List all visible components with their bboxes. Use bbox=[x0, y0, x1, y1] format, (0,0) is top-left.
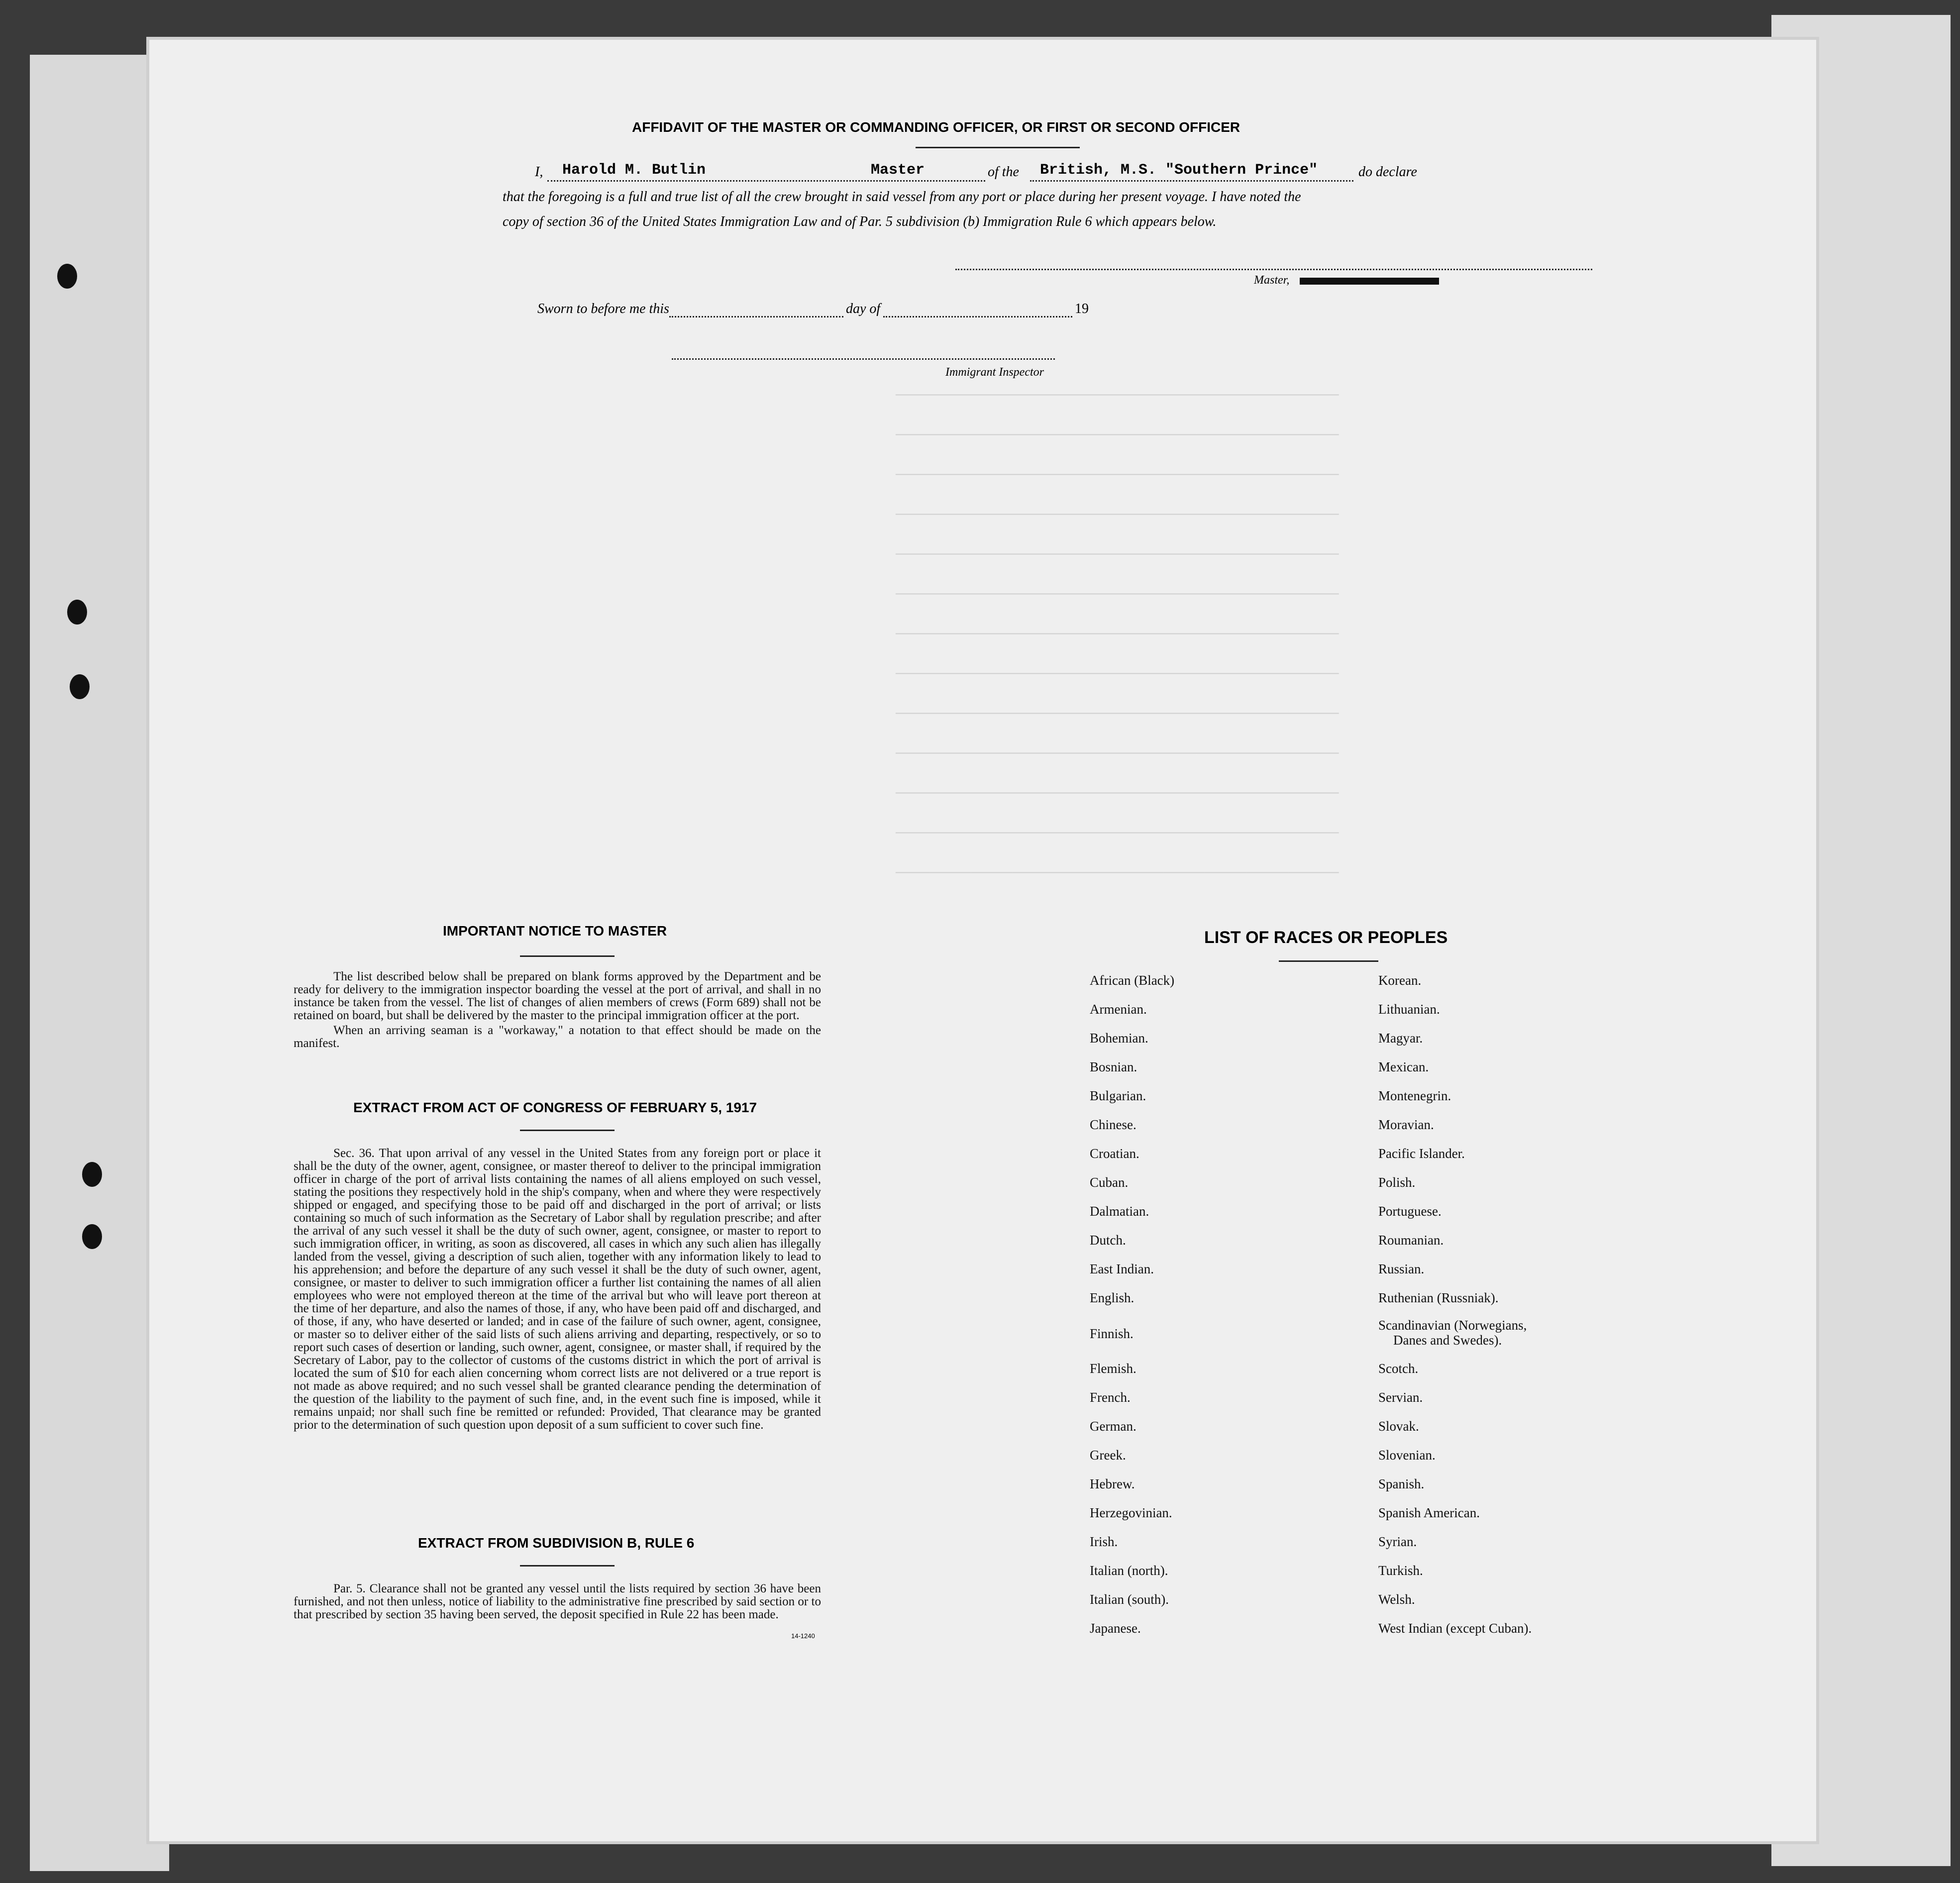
notice-paragraph-1: The list described below shall be prepared on blank forms approved by the Department and be ready for delivery to the immigration inspector boarding the vessel at the port of arrival, and shall in no instance be taken from the vessel. The list of changes of alien members of crews (Form 689) shall not be retained on board, but shall be delivered by the master to the principal immigration officer at the port. bbox=[294, 970, 821, 1022]
inspector-signature-line bbox=[672, 358, 1055, 360]
race-left-item: Croatian. bbox=[1090, 1146, 1139, 1161]
master-signature-label: Master, bbox=[1254, 274, 1290, 287]
affidavit-line-2: that the foregoing is a full and true list of all the crew brought in said vessel from any port or place during her present voyage. I have noted the bbox=[503, 189, 1301, 205]
day-of-label: day of bbox=[846, 301, 881, 316]
race-left-item: Bosnian. bbox=[1090, 1059, 1137, 1074]
rule-par-5-text: Par. 5. Clearance shall not be granted any vessel until the lists required by section 36 have been furnished, and not then unless, notice of liability to the administrative fine prescribed by said section or to that prescribed by section 35 having been served, the deposit specified in Rule 22 has been made. bbox=[294, 1582, 821, 1621]
race-left-item: Chinese. bbox=[1090, 1117, 1136, 1132]
notice-paragraph-2: When an arriving seaman is a "workaway," a notation to that effect should be made on the manifest. bbox=[294, 1024, 821, 1050]
punch-hole bbox=[82, 1162, 102, 1187]
inspector-label: Immigrant Inspector bbox=[945, 366, 1044, 379]
race-left-item: Bulgarian. bbox=[1090, 1088, 1146, 1103]
race-right-item: Pacific Islander. bbox=[1378, 1146, 1465, 1161]
bleed-through-row: ───────────────────────────────────────────────────── bbox=[896, 468, 1339, 483]
race-right-item: Montenegrin. bbox=[1378, 1088, 1451, 1103]
race-right-item: Syrian. bbox=[1378, 1534, 1417, 1549]
bleed-through-row: ───────────────────────────────────────────────────── bbox=[896, 707, 1339, 722]
affidavit-i: I, bbox=[535, 164, 543, 180]
name-fill-line bbox=[547, 180, 985, 182]
race-left-item: Dalmatian. bbox=[1090, 1204, 1149, 1219]
race-left-item: Greek. bbox=[1090, 1448, 1126, 1463]
bleed-through-row: ───────────────────────────────────────────────────── bbox=[896, 388, 1339, 404]
do-declare-label: do declare bbox=[1358, 164, 1417, 180]
race-right-item: Moravian. bbox=[1378, 1117, 1434, 1132]
punch-hole bbox=[70, 674, 90, 699]
race-right-item: West Indian (except Cuban). bbox=[1378, 1621, 1532, 1636]
punch-hole bbox=[67, 600, 87, 625]
rule-rule bbox=[520, 1565, 615, 1567]
races-heading: LIST OF RACES OR PEOPLES bbox=[1204, 928, 1448, 947]
year-label: 19 bbox=[1075, 301, 1089, 316]
of-the-label: of the bbox=[988, 164, 1019, 180]
bleed-through-row: ───────────────────────────────────────────────────── bbox=[896, 826, 1339, 841]
race-right-item: Danes and Swedes). bbox=[1393, 1333, 1502, 1348]
race-left-item: African (Black) bbox=[1090, 973, 1175, 988]
sworn-day-line bbox=[669, 316, 843, 317]
manifest-page bbox=[149, 40, 1816, 1841]
race-right-item: Servian. bbox=[1378, 1390, 1423, 1405]
act-rule bbox=[520, 1130, 615, 1131]
form-number: 14-1240 bbox=[791, 1632, 815, 1640]
heading-rule bbox=[916, 147, 1080, 148]
race-left-item: German. bbox=[1090, 1419, 1136, 1434]
race-right-item: Turkish. bbox=[1378, 1563, 1423, 1578]
race-left-item: Dutch. bbox=[1090, 1233, 1126, 1248]
bleed-through-row: ───────────────────────────────────────────────────── bbox=[896, 627, 1339, 642]
race-left-item: Irish. bbox=[1090, 1534, 1118, 1549]
notice-heading: IMPORTANT NOTICE TO MASTER bbox=[443, 923, 667, 939]
sworn-month-line bbox=[883, 316, 1072, 317]
races-rule bbox=[1279, 960, 1378, 962]
bleed-through-row: ───────────────────────────────────────────────────── bbox=[896, 866, 1339, 881]
act-heading: EXTRACT FROM ACT OF CONGRESS OF FEBRUARY 5, 1917 bbox=[353, 1100, 757, 1115]
race-left-item: Italian (south). bbox=[1090, 1592, 1169, 1607]
race-right-item: Welsh. bbox=[1378, 1592, 1415, 1607]
race-right-item: Roumanian. bbox=[1378, 1233, 1444, 1248]
race-left-item: Italian (north). bbox=[1090, 1563, 1168, 1578]
act-section-36-text: Sec. 36. That upon arrival of any vessel in the United States from any foreign port or place it shall be the duty of the owner, agent, consignee, or master thereof to deliver to the principal immigration officer in charge of the port of arrival lists containing the names of all aliens employed on such vessel, stating the positions they respectively hold in the ship's company, when and where they were respectively shipped or engaged, and specifying those to be paid off and discharged in the port of arrival; or lists containing so much of such information as the Secretary of Labor shall by regulation prescribe; and after the arrival of any such vessel it shall be the duty of such owner, agent, consignee, or master to report to such immigration officer, in writing, as soon as discovered, all cases in which any such alien has illegally landed from the vessel, giving a description of such alien, together with any information likely to lead to his apprehension; and before the departure of any such vessel it shall be the duty of such owner, agent, consignee, or master to deliver to such immigration officer a further list containing the names of all alien employees who were not employed thereon at the time of the arrival but who will leave port thereon at the time of her departure, and also the names of those, if any, who have been paid off and discharged, and of those, if any, who have deserted or landed; and in case of the failure of such owner, agent, consignee, or master so to deliver either of the said lists of such aliens arriving and departing, respectively, or so to report such cases of desertion or landing, such owner, agent, consignee, or master shall, if required by the Secretary of Labor, pay to the collector of customs of the customs district in which the port of arrival is located the sum of $10 for each alien concerning whom correct lists are not delivered or a true report is not made as above required; and no such vessel shall be granted clearance pending the determination of the question of the liability to the payment of such fine, and, in the event such fine is imposed, while it remains unpaid; nor shall such fine be remitted or refunded: Provided, That clearance may be granted prior to the determination of such question upon deposit of a sum sufficient to cover such fine. bbox=[294, 1147, 821, 1432]
race-left-item: Finnish. bbox=[1090, 1326, 1134, 1341]
struck-out-title bbox=[1300, 278, 1439, 285]
punch-hole bbox=[82, 1224, 102, 1249]
bleed-through-row: ───────────────────────────────────────────────────── bbox=[896, 547, 1339, 563]
bleed-through-row: ───────────────────────────────────────────────────── bbox=[896, 587, 1339, 603]
race-left-item: Hebrew. bbox=[1090, 1476, 1135, 1491]
race-right-item: Russian. bbox=[1378, 1261, 1425, 1276]
bleed-through-row: ───────────────────────────────────────────────────── bbox=[896, 746, 1339, 762]
race-right-item: Scotch. bbox=[1378, 1361, 1419, 1376]
race-left-item: Flemish. bbox=[1090, 1361, 1136, 1376]
bleed-through-row: ───────────────────────────────────────────────────── bbox=[896, 508, 1339, 523]
race-right-item: Spanish American. bbox=[1378, 1505, 1480, 1520]
vessel-fill-line bbox=[1030, 180, 1353, 182]
notice-rule bbox=[520, 955, 615, 957]
race-right-item: Magyar. bbox=[1378, 1031, 1423, 1046]
signature-line bbox=[955, 269, 1592, 270]
race-right-item: Korean. bbox=[1378, 973, 1422, 988]
race-right-item: Mexican. bbox=[1378, 1059, 1429, 1074]
race-left-item: Cuban. bbox=[1090, 1175, 1129, 1190]
race-left-item: Bohemian. bbox=[1090, 1031, 1148, 1046]
underlying-page-left bbox=[30, 55, 169, 1871]
race-left-item: Armenian. bbox=[1090, 1002, 1147, 1017]
bleed-through-row: ───────────────────────────────────────────────────── bbox=[896, 786, 1339, 802]
punch-hole bbox=[57, 264, 77, 289]
race-right-item: Slovenian. bbox=[1378, 1448, 1436, 1463]
race-right-item: Portuguese. bbox=[1378, 1204, 1442, 1219]
race-right-item: Ruthenian (Russniak). bbox=[1378, 1290, 1499, 1305]
rule-heading: EXTRACT FROM SUBDIVISION B, RULE 6 bbox=[418, 1535, 695, 1551]
race-left-item: Herzegovinian. bbox=[1090, 1505, 1172, 1520]
race-right-item: Slovak. bbox=[1378, 1419, 1419, 1434]
race-left-item: East Indian. bbox=[1090, 1261, 1154, 1276]
affidavit-heading: AFFIDAVIT OF THE MASTER OR COMMANDING OFFICER, OR FIRST OR SECOND OFFICER bbox=[632, 119, 1240, 135]
race-right-item: Spanish. bbox=[1378, 1476, 1425, 1491]
bleed-through-row: ───────────────────────────────────────────────────── bbox=[896, 428, 1339, 443]
race-right-item: Lithuanian. bbox=[1378, 1002, 1440, 1017]
master-name-field: Harold M. Butlin bbox=[562, 162, 706, 179]
race-left-item: English. bbox=[1090, 1290, 1135, 1305]
sworn-label: Sworn to before me this bbox=[537, 301, 669, 316]
affidavit-line-3: copy of section 36 of the United States Immigration Law and of Par. 5 subdivision (b) Immigration Rule 6 which appears below. bbox=[503, 214, 1217, 229]
race-left-item: Japanese. bbox=[1090, 1621, 1141, 1636]
vessel-field: British, M.S. "Southern Prince" bbox=[1040, 162, 1318, 179]
race-left-item: French. bbox=[1090, 1390, 1131, 1405]
rank-field: Master bbox=[871, 162, 925, 179]
race-right-item: Polish. bbox=[1378, 1175, 1416, 1190]
bleed-through-row: ───────────────────────────────────────────────────── bbox=[896, 667, 1339, 682]
race-right-item: Scandinavian (Norwegians, bbox=[1378, 1318, 1527, 1333]
